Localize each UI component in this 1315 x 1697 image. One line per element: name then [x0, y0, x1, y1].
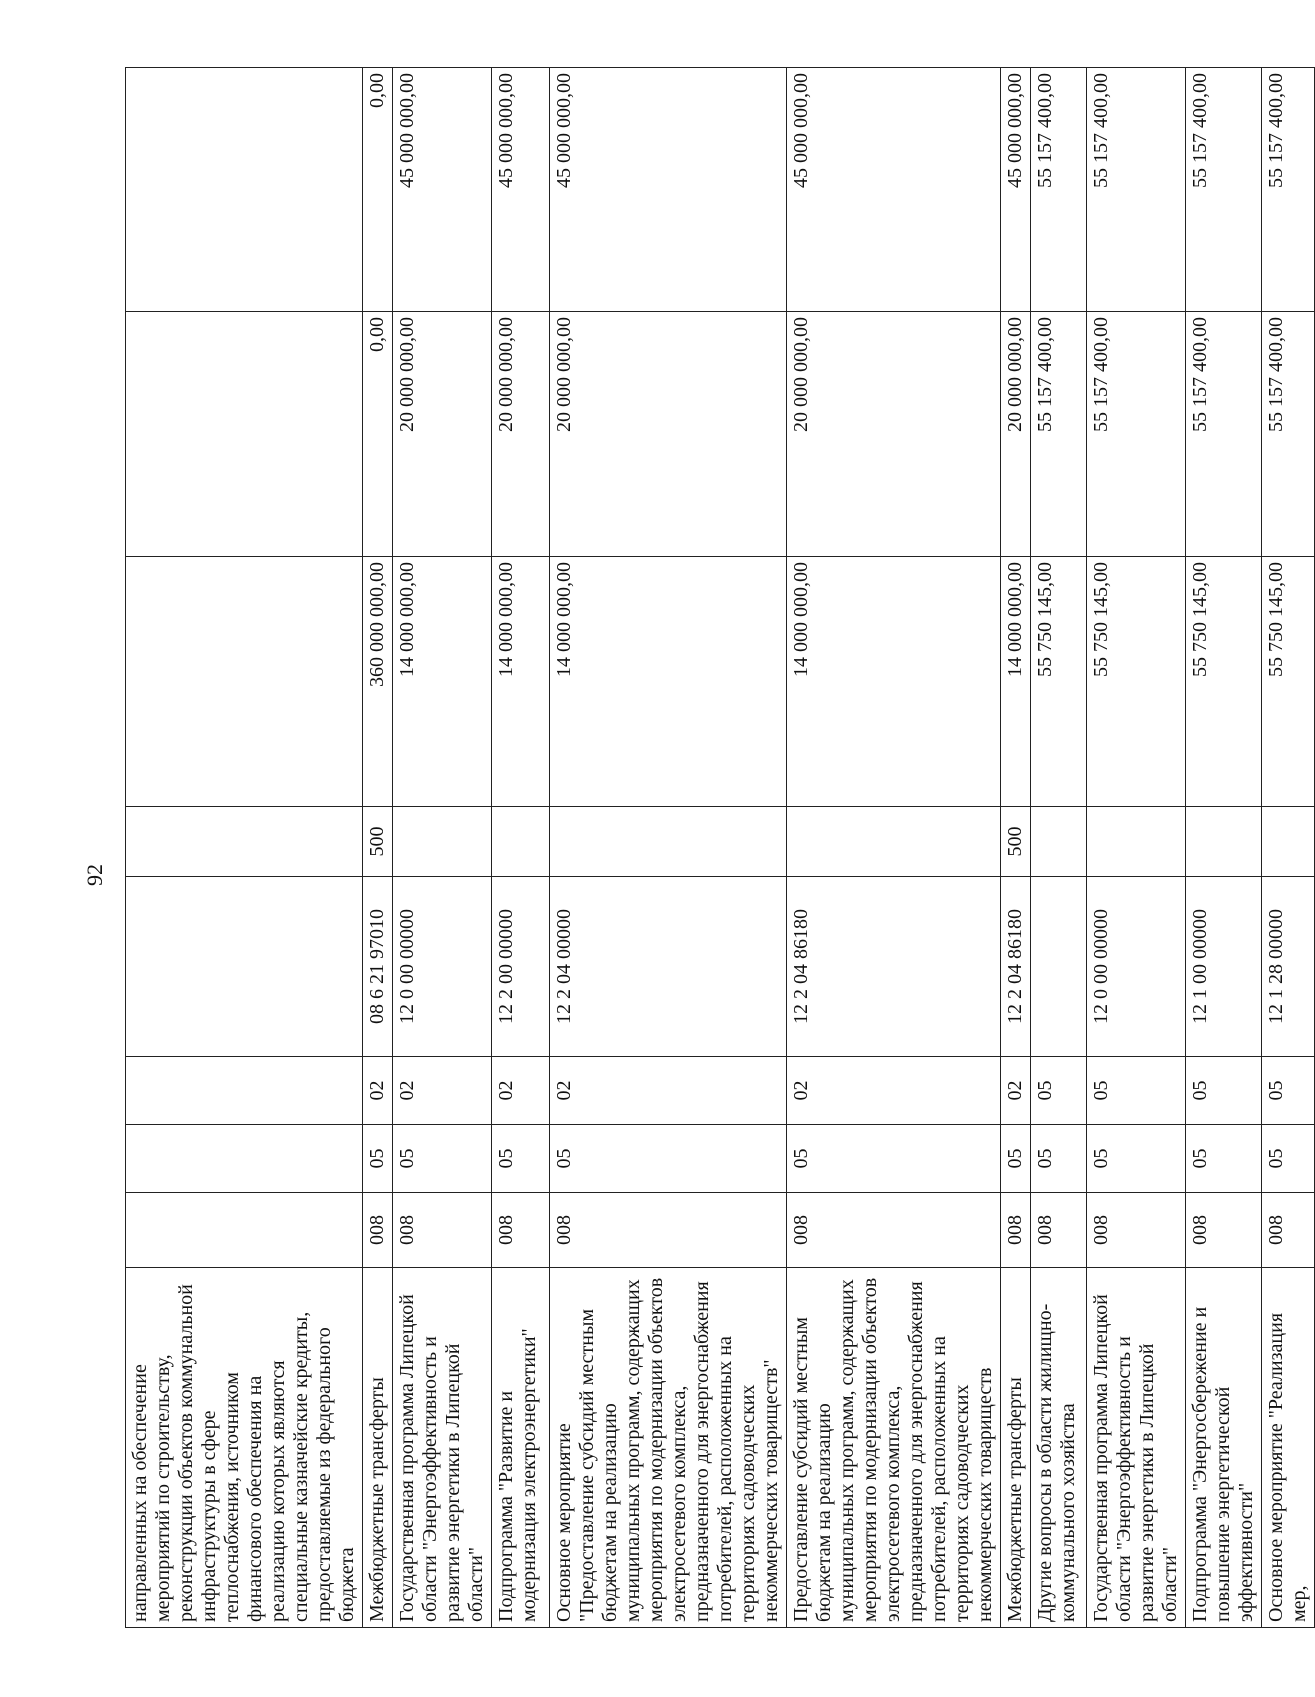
table-row [492, 68, 550, 1628]
row-rz: 05 [550, 1125, 787, 1193]
row-ved: 008 [787, 1193, 1001, 1268]
row-sum-2 [126, 312, 363, 557]
row-sum-2: 20 000 000,00 [550, 312, 787, 557]
row-sum-2: 20 000 000,00 [393, 312, 492, 557]
row-vr [393, 807, 492, 877]
row-csr: 08 6 21 97010 [363, 877, 393, 1057]
row-vr [550, 807, 787, 877]
row-pr: 05 [1087, 1057, 1186, 1125]
row-pr: 02 [393, 1057, 492, 1125]
row-csr: 12 2 04 00000 [550, 877, 787, 1057]
row-name: Предоставление субсидий местным бюджетам на реализацию муниципальных программ, содержащих мероприятия по модернизации объектов электросетевого комплекса, предназначенного для энергоснабжения потребителей, расположенных на территориях садоводческих некоммерческих товариществ [787, 1268, 1001, 1628]
row-csr: 12 2 04 86180 [1001, 877, 1031, 1057]
budget-table [125, 67, 1315, 1628]
row-vr [1087, 807, 1186, 877]
row-sum-3: 45 000 000,00 [550, 68, 787, 312]
row-sum-1: 14 000 000,00 [492, 557, 550, 807]
row-vr [787, 807, 1001, 877]
row-sum-2: 55 157 400,00 [1262, 312, 1315, 557]
row-vr: 500 [363, 807, 393, 877]
row-sum-3: 55 157 400,00 [1031, 68, 1087, 312]
row-vr: 500 [1001, 807, 1031, 877]
row-csr: 12 2 04 86180 [787, 877, 1001, 1057]
table-row [393, 68, 492, 1628]
row-sum-3: 0,00 [363, 68, 393, 312]
row-pr: 02 [363, 1057, 393, 1125]
row-ved: 008 [1262, 1193, 1315, 1268]
row-vr [1186, 807, 1262, 877]
row-sum-3: 45 000 000,00 [492, 68, 550, 312]
row-vr [492, 807, 550, 877]
row-name: Государственная программа Липецкой области "Энергоэффективность и развитие энергетики в Липецкой области" [393, 1268, 492, 1628]
row-ved: 008 [363, 1193, 393, 1268]
rotated-page-content [125, 68, 1310, 1628]
row-rz: 05 [492, 1125, 550, 1193]
row-name: направленных на обеспечение мероприятий по строительству, реконструкции объектов коммунальной инфраструктуры в сфере теплоснабжения, источником финансового обеспечения на реализацию которых являются специальные казначейские кредиты, предоставляемые из федерального бюджета [126, 1268, 363, 1628]
row-sum-3: 45 000 000,00 [393, 68, 492, 312]
row-pr: 05 [1262, 1057, 1315, 1125]
row-sum-1: 55 750 145,00 [1262, 557, 1315, 807]
row-sum-1: 55 750 145,00 [1087, 557, 1186, 807]
table-row [1262, 68, 1315, 1628]
row-vr [1031, 807, 1087, 877]
row-ved: 008 [393, 1193, 492, 1268]
row-sum-2: 55 157 400,00 [1186, 312, 1262, 557]
row-name: Основное мероприятие "Реализация мер, [1262, 1268, 1315, 1628]
row-ved: 008 [550, 1193, 787, 1268]
row-sum-1: 55 750 145,00 [1186, 557, 1262, 807]
row-vr [1262, 807, 1315, 877]
row-sum-2: 55 157 400,00 [1087, 312, 1186, 557]
row-rz: 05 [1001, 1125, 1031, 1193]
row-pr: 05 [1031, 1057, 1087, 1125]
row-rz [126, 1125, 363, 1193]
row-rz: 05 [1031, 1125, 1087, 1193]
row-csr [126, 877, 363, 1057]
row-sum-3: 55 157 400,00 [1087, 68, 1186, 312]
row-ved: 008 [1001, 1193, 1031, 1268]
row-csr: 12 0 00 00000 [393, 877, 492, 1057]
row-name: Подпрограмма "Развитие и модернизация электроэнергетики" [492, 1268, 550, 1628]
row-sum-2: 20 000 000,00 [787, 312, 1001, 557]
row-sum-2: 20 000 000,00 [492, 312, 550, 557]
row-rz: 05 [393, 1125, 492, 1193]
table-row [1087, 68, 1186, 1628]
row-csr [1031, 877, 1087, 1057]
row-rz: 05 [1186, 1125, 1262, 1193]
row-sum-1: 14 000 000,00 [1001, 557, 1031, 807]
row-sum-1: 14 000 000,00 [550, 557, 787, 807]
page-number: 92 [82, 864, 107, 886]
row-sum-3: 55 157 400,00 [1262, 68, 1315, 312]
row-csr: 12 1 28 00000 [1262, 877, 1315, 1057]
row-vr [126, 807, 363, 877]
table-row [126, 68, 363, 1628]
row-sum-2: 20 000 000,00 [1001, 312, 1031, 557]
table-row [1031, 68, 1087, 1628]
row-pr: 02 [492, 1057, 550, 1125]
row-sum-3 [126, 68, 363, 312]
table-row [550, 68, 787, 1628]
row-csr: 12 0 00 00000 [1087, 877, 1186, 1057]
row-sum-3: 55 157 400,00 [1186, 68, 1262, 312]
table-row [787, 68, 1001, 1628]
row-name: Государственная программа Липецкой области "Энергоэффективность и развитие энергетики в Липецкой области" [1087, 1268, 1186, 1628]
row-name: Другие вопросы в области жилищно-коммунального хозяйства [1031, 1268, 1087, 1628]
row-rz: 05 [787, 1125, 1001, 1193]
row-name: Основное мероприятие "Предоставление субсидий местным бюджетам на реализацию муниципальных программ, содержащих мероприятия по модернизации объектов электросетевого комплекса, предназначенного для энергоснабжения потребителей, расположенных на территориях садоводческих некоммерческих товариществ" [550, 1268, 787, 1628]
row-sum-1: 360 000 000,00 [363, 557, 393, 807]
row-csr: 12 1 00 00000 [1186, 877, 1262, 1057]
row-name: Подпрограмма "Энергосбережение и повышение энергетической эффективности" [1186, 1268, 1262, 1628]
row-sum-1: 14 000 000,00 [787, 557, 1001, 807]
row-rz: 05 [1087, 1125, 1186, 1193]
row-sum-3: 45 000 000,00 [787, 68, 1001, 312]
row-ved [126, 1193, 363, 1268]
row-sum-1: 55 750 145,00 [1031, 557, 1087, 807]
table-row [1186, 68, 1262, 1628]
row-sum-1: 14 000 000,00 [393, 557, 492, 807]
row-sum-3: 45 000 000,00 [1001, 68, 1031, 312]
row-pr [126, 1057, 363, 1125]
row-rz: 05 [1262, 1125, 1315, 1193]
row-rz: 05 [363, 1125, 393, 1193]
row-ved: 008 [1087, 1193, 1186, 1268]
row-csr: 12 2 00 00000 [492, 877, 550, 1057]
row-sum-1 [126, 557, 363, 807]
row-sum-2: 55 157 400,00 [1031, 312, 1087, 557]
row-pr: 02 [787, 1057, 1001, 1125]
row-sum-2: 0,00 [363, 312, 393, 557]
row-ved: 008 [1186, 1193, 1262, 1268]
table-row [1001, 68, 1031, 1628]
row-ved: 008 [492, 1193, 550, 1268]
row-name: Межбюджетные трансферты [1001, 1268, 1031, 1628]
row-pr: 02 [1001, 1057, 1031, 1125]
table-row [363, 68, 393, 1628]
row-name: Межбюджетные трансферты [363, 1268, 393, 1628]
row-ved: 008 [1031, 1193, 1087, 1268]
row-pr: 02 [550, 1057, 787, 1125]
row-pr: 05 [1186, 1057, 1262, 1125]
